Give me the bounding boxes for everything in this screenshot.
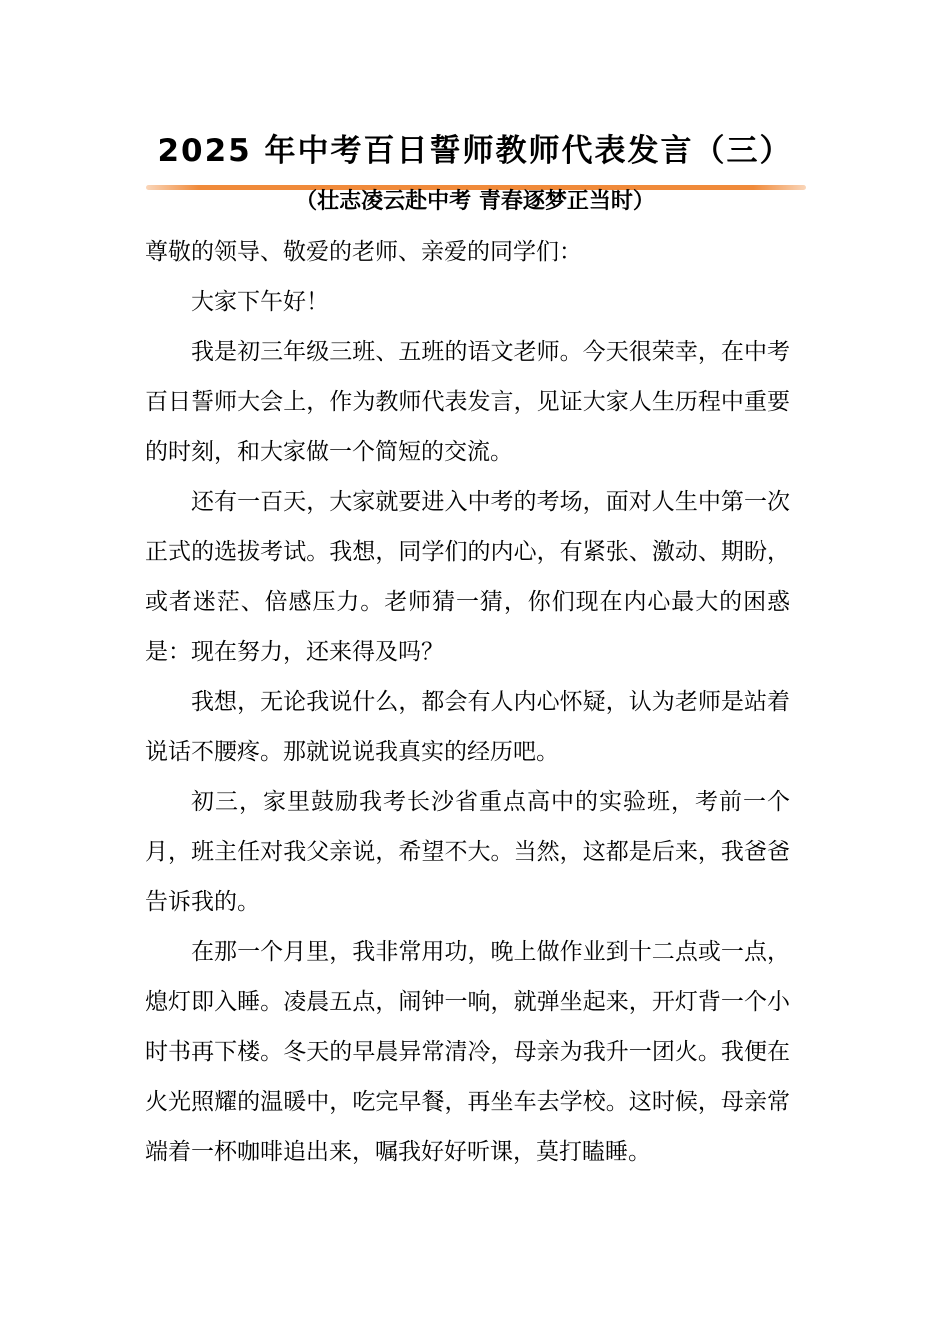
document-title: 2025 年中考百日誓师教师代表发言（三）	[157, 133, 793, 169]
speech-body	[145, 227, 790, 1177]
paragraph: 我是初三年级三班、五班的语文老师。今天很荣幸，在中考百日誓师大会上，作为教师代表发言，见证大家人生历程中重要的时刻，和大家做一个简短的交流。	[145, 339, 790, 465]
paragraph: 在那一个月里，我非常用功，晚上做作业到十二点或一点，熄灯即入睡。凌晨五点，闹钟一响，就弹坐起来，开灯背一个小时书再下楼。冬天的早晨异常清冷，母亲为我升一团火。我便在火光照耀的温暖中，吃完早餐，再坐车去学校。这时候，母亲常端着一杯咖啡追出来，嘱我好好听课，莫打瞌睡。	[145, 939, 790, 1165]
paragraph: 我想，无论我说什么，都会有人内心怀疑，认为老师是站着说话不腰疼。那就说说我真实的经历吧。	[145, 689, 790, 765]
greeting-line: 尊敬的领导、敬爱的老师、亲爱的同学们：	[145, 239, 582, 265]
document-subtitle: （壮志凌云赴中考 青春逐梦正当时）	[295, 189, 655, 214]
paragraph: 还有一百天，大家就要进入中考的考场，面对人生中第一次正式的选拔考试。我想，同学们的内心，有紧张、激动、期盼，或者迷茫、倍感压力。老师猜一猜，你们现在内心最大的困惑是：现在努力，还来得及吗？	[145, 489, 790, 665]
paragraph: 初三，家里鼓励我考长沙省重点高中的实验班，考前一个月，班主任对我父亲说，希望不大。当然，这都是后来，我爸爸告诉我的。	[145, 789, 790, 915]
paragraph: 大家下午好！	[191, 289, 329, 315]
